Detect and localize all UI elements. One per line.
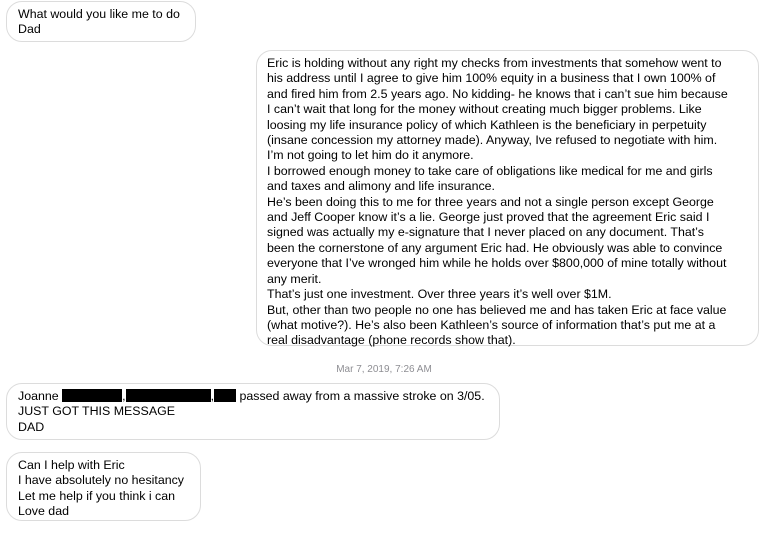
message-text: DAD	[18, 419, 45, 434]
message-text: and taxes and alimony and life insurance.	[267, 179, 495, 194]
message-text: Dad	[18, 22, 41, 37]
message-text: I can’t wait that long for the money without creating much bigger problems. Like	[267, 102, 702, 117]
message-text: any merit.	[267, 271, 322, 286]
message-text: loosing my life insurance policy of which Kathleen is the beneficiary in perpetuity	[267, 117, 707, 132]
message-text: everyone that I’ve wronged him while he holds over $800,000 of mine totally without	[267, 256, 727, 271]
name-prefix: Joanne	[18, 389, 59, 403]
message-text: Let me help if you think i can	[18, 488, 176, 503]
message-text: been the cornerstone of any argument Eric had. He obviously was able to convince	[267, 240, 723, 255]
message-text: Love dad	[18, 504, 69, 519]
message-bubble-incoming[interactable]	[6, 452, 201, 521]
message-bubble-incoming[interactable]	[6, 1, 196, 42]
message-text: and fired him from 2.5 years ago. No kidding- he knows that i can’t sue him because	[267, 86, 728, 101]
message-text: signed was actually my e-signature that I never placed on any document. That’s	[267, 225, 704, 240]
message-text	[18, 389, 489, 404]
conversation-timestamp: Mar 7, 2019, 7:26 AM	[336, 364, 432, 375]
redaction-block	[126, 389, 211, 402]
message-text: and Jeff Cooper know it’s a lie. George just proved that the agreement Eric said I	[267, 210, 710, 225]
redaction-block	[62, 389, 122, 402]
message-text: I’m not going to let him do it anymore.	[267, 148, 474, 163]
redaction-block	[214, 389, 236, 402]
separator: ,	[210, 389, 215, 403]
separator: ,	[122, 389, 126, 403]
message-text: That’s just one investment. Over three years it’s well over $1M.	[267, 287, 612, 302]
message-text: What would you like me to do	[18, 7, 180, 21]
message-text-fragment: passed away from a massive stroke on 3/05.	[239, 389, 485, 403]
message-text: But, other than two people no one has believed me and has taken Eric at face value	[267, 302, 727, 317]
message-text: Can I help with Eric	[18, 458, 125, 472]
message-bubble-incoming[interactable]	[6, 383, 500, 440]
message-text: I borrowed enough money to take care of obligations like medical for me and girls	[267, 163, 713, 178]
message-text: his address until I agree to give him 100% equity in a business that I own 100% of	[267, 71, 716, 86]
message-text: He’s been doing this to me for three years and not a single person except George	[267, 194, 714, 209]
message-text: real disadvantage (phone records show that).	[267, 333, 516, 348]
message-text: JUST GOT THIS MESSAGE	[18, 404, 175, 419]
message-text: (what motive?). He’s also been Kathleen’s source of information that’s put me at a	[267, 317, 716, 332]
message-text: (insane concession my attorney made). Anyway, Ive refused to negotiate with him.	[267, 133, 718, 148]
message-bubble-outgoing[interactable]	[256, 50, 759, 346]
message-text: Eric is holding without any right my checks from investments that somehow went to	[267, 56, 722, 70]
message-text: I have absolutely no hesitancy	[18, 473, 185, 488]
